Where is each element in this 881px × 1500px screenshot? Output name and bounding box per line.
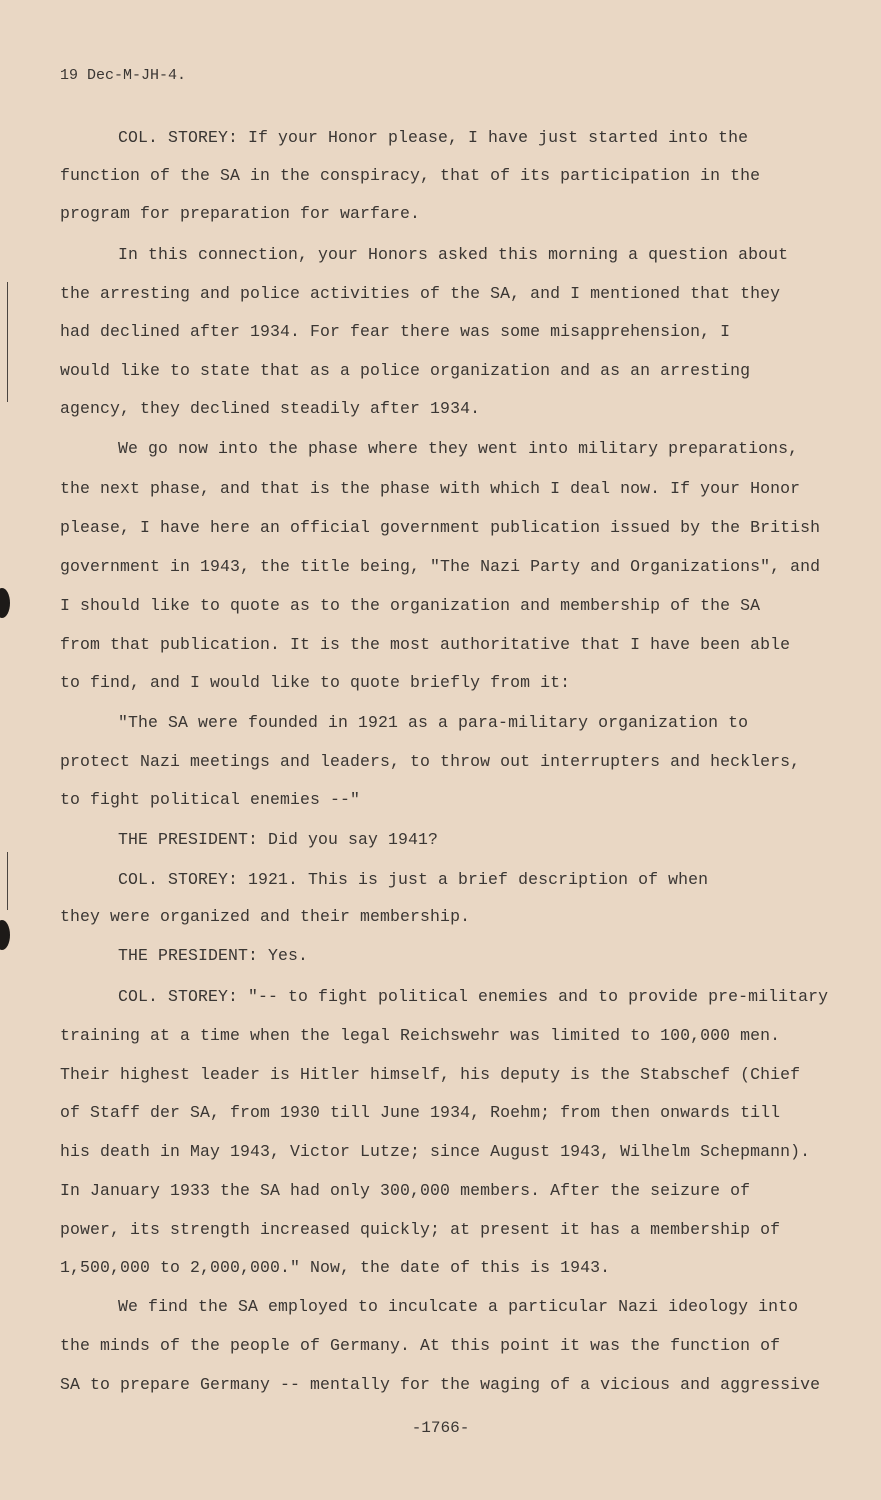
binding-hole: [0, 920, 10, 950]
text-line: power, its strength increased quickly; at present it has a membership of: [60, 1220, 781, 1239]
text-line: would like to state that as a police organization and as an arresting: [60, 361, 751, 380]
text-line: agency, they declined steadily after 1934.: [60, 399, 481, 418]
document-header: 19 Dec-M-JH-4.: [60, 67, 187, 84]
text-line: THE PRESIDENT: Did you say 1941?: [118, 830, 439, 849]
text-line: training at a time when the legal Reichswehr was limited to 100,000 men.: [60, 1026, 781, 1045]
page-number: -1766-: [411, 1419, 470, 1437]
margin-mark: [7, 282, 8, 402]
text-line: Their highest leader is Hitler himself, his deputy is the Stabschef (Chief: [60, 1065, 801, 1084]
margin-mark: [7, 852, 8, 910]
text-line: government in 1943, the title being, "The Nazi Party and Organizations", and: [60, 557, 821, 576]
text-line: function of the SA in the conspiracy, that of its participation in the: [60, 166, 761, 185]
text-line: COL. STOREY: 1921. This is just a brief description of when: [118, 870, 709, 889]
text-line: had declined after 1934. For fear there was some misapprehension, I: [60, 322, 731, 341]
text-line: THE PRESIDENT: Yes.: [118, 946, 309, 965]
text-line: to find, and I would like to quote briefly from it:: [60, 673, 571, 692]
text-line: they were organized and their membership.: [60, 907, 471, 926]
text-line: the arresting and police activities of the SA, and I mentioned that they: [60, 284, 781, 303]
text-line: program for preparation for warfare.: [60, 204, 421, 223]
text-line: We find the SA employed to inculcate a particular Nazi ideology into: [118, 1297, 799, 1316]
text-line: We go now into the phase where they went into military preparations,: [118, 439, 799, 458]
text-line: from that publication. It is the most authoritative that I have been able: [60, 635, 791, 654]
text-line: SA to prepare Germany -- mentally for the waging of a vicious and aggressive: [60, 1375, 821, 1394]
binding-hole: [0, 588, 10, 618]
text-line: COL. STOREY: "-- to fight political enemies and to provide pre-military: [118, 987, 829, 1006]
text-line: please, I have here an official government publication issued by the British: [60, 518, 821, 537]
text-line: the minds of the people of Germany. At this point it was the function of: [60, 1336, 781, 1355]
text-line: In this connection, your Honors asked this morning a question about: [118, 245, 789, 264]
text-line: "The SA were founded in 1921 as a para-military organization to: [118, 713, 749, 732]
text-line: to fight political enemies --": [60, 790, 361, 809]
text-line: his death in May 1943, Victor Lutze; since August 1943, Wilhelm Schepmann).: [60, 1142, 811, 1161]
text-line: 1,500,000 to 2,000,000." Now, the date of this is 1943.: [60, 1258, 611, 1277]
text-line: protect Nazi meetings and leaders, to throw out interrupters and hecklers,: [60, 752, 801, 771]
text-line: In January 1933 the SA had only 300,000 members. After the seizure of: [60, 1181, 751, 1200]
text-line: of Staff der SA, from 1930 till June 1934, Roehm; from then onwards till: [60, 1103, 781, 1122]
text-line: I should like to quote as to the organization and membership of the SA: [60, 596, 761, 615]
text-line: the next phase, and that is the phase with which I deal now. If your Honor: [60, 479, 801, 498]
text-line: COL. STOREY: If your Honor please, I have just started into the: [118, 128, 749, 147]
